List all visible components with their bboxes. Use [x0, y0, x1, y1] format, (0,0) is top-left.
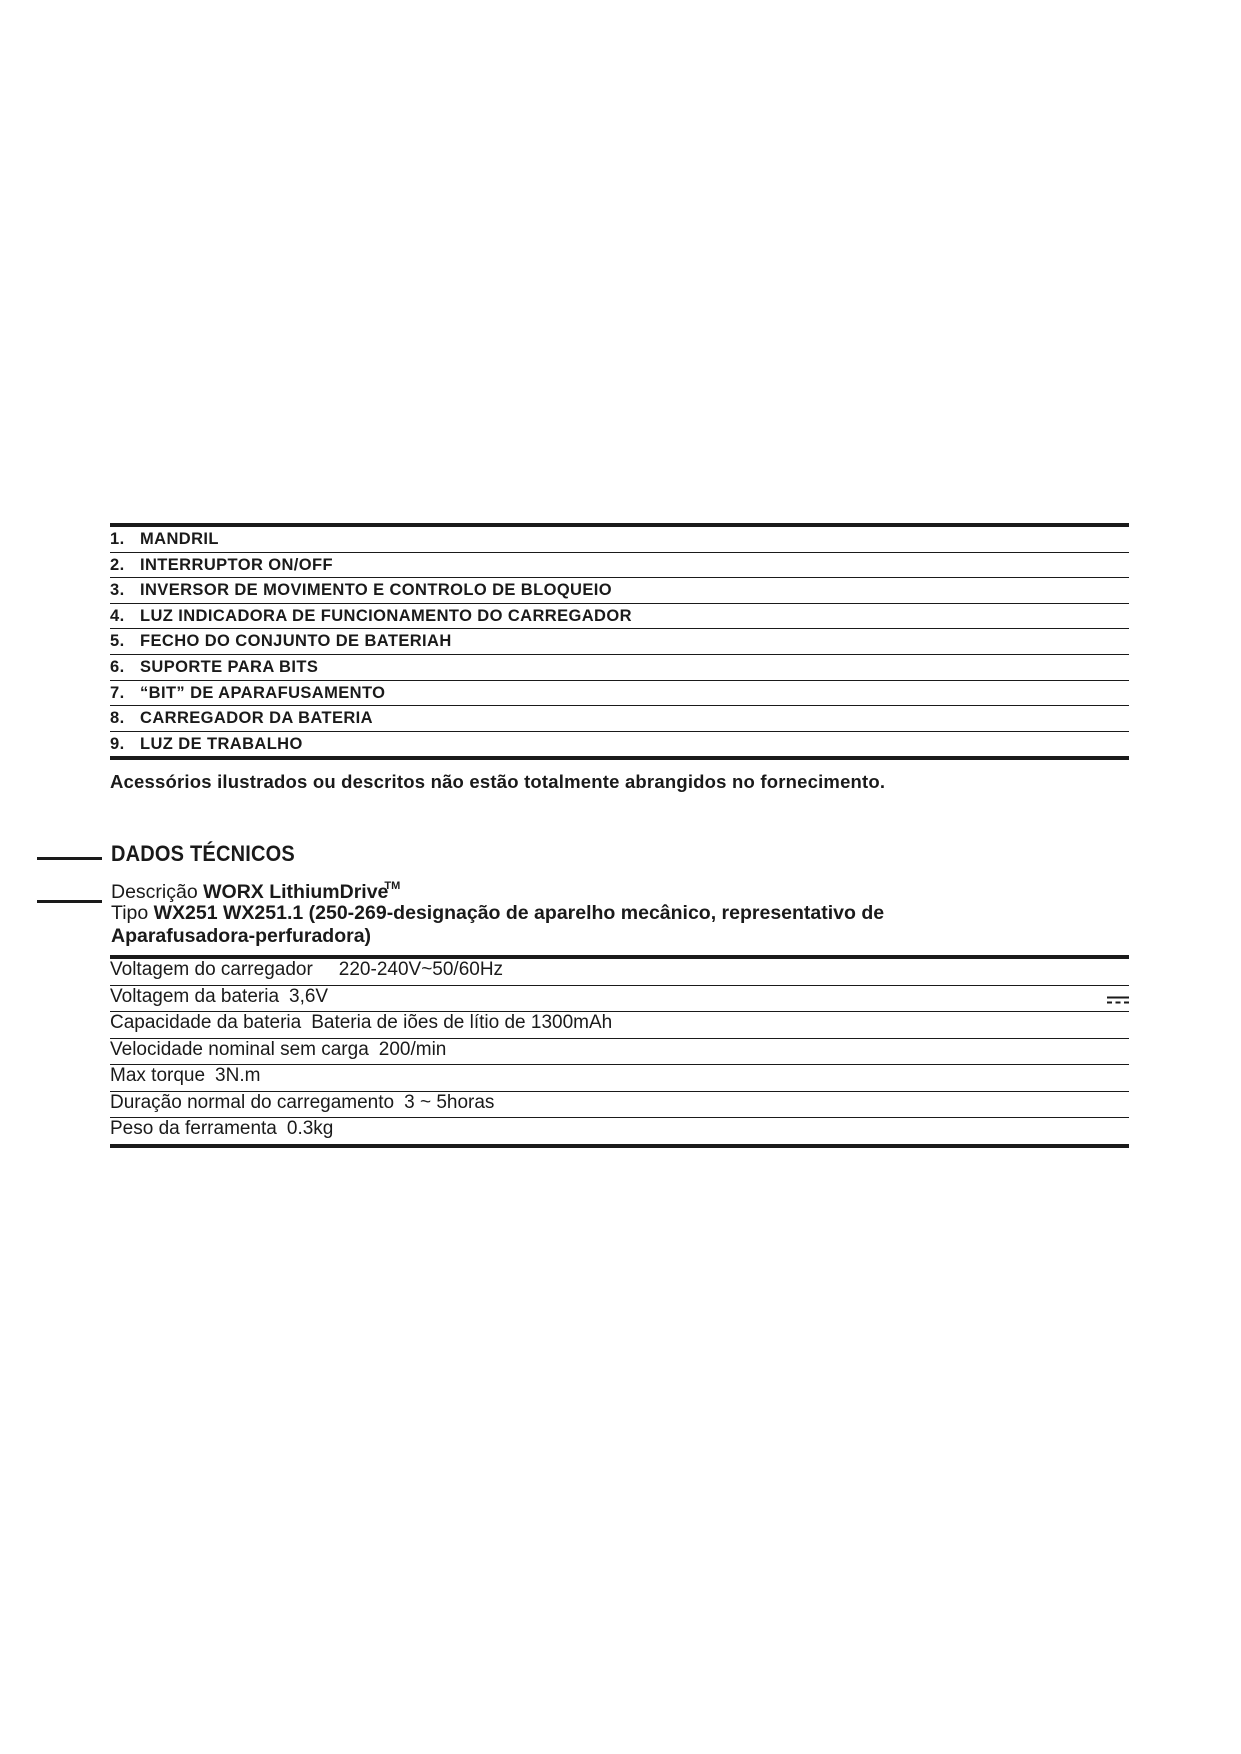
spec-label: Max torque: [110, 1065, 206, 1086]
item-label: FECHO DO CONJUNTO DE BATERIAH: [140, 632, 452, 651]
list-item: [110, 732, 1129, 757]
spec-value: 200/min: [378, 1038, 447, 1060]
spec-value: 0.3kg: [286, 1118, 334, 1139]
description-label: Descrição: [111, 881, 198, 903]
list-item: [110, 578, 1129, 604]
spec-value: Bateria de iões de lítio de 1300mAh: [311, 1012, 613, 1033]
type-value-continued: Aparafusadora-perfuradora): [111, 925, 372, 947]
table-row: [110, 1065, 1129, 1092]
type-line-continued: [111, 925, 371, 948]
trademark: TM: [384, 880, 401, 892]
parts-list: [110, 523, 1129, 760]
list-item: [110, 604, 1129, 630]
item-label: INTERRUPTOR ON/OFF: [140, 555, 333, 574]
table-row: [110, 1039, 1129, 1066]
item-label: SUPORTE PARA BITS: [140, 657, 319, 676]
list-item: [110, 655, 1129, 681]
type-value: WX251 WX251.1 (250-269-designação de aparelho mecânico, representativo de: [153, 902, 885, 924]
list-item: [110, 629, 1129, 655]
spec-label: Velocidade nominal sem carga: [110, 1038, 369, 1060]
item-label: CARREGADOR DA BATERIA: [140, 709, 373, 728]
item-number: 5.: [110, 632, 125, 651]
item-label: LUZ INDICADORA DE FUNCIONAMENTO DO CARREGADOR: [140, 606, 632, 625]
item-number: 1.: [110, 530, 125, 548]
spec-value: 3,6V: [289, 985, 329, 1007]
table-row: [110, 1092, 1129, 1119]
table-row: [110, 1118, 1129, 1144]
table-row: [110, 1012, 1129, 1039]
spec-label: Capacidade da bateria: [110, 1012, 302, 1033]
table-row: [110, 986, 1129, 1013]
item-number: 2.: [110, 555, 125, 574]
item-label: INVERSOR DE MOVIMENTO E CONTROLO DE BLOQUEIO: [140, 581, 612, 600]
section-divider: [37, 857, 102, 860]
list-item: [110, 527, 1129, 553]
dc-symbol-icon: [1107, 996, 1129, 1004]
list-item: [110, 681, 1129, 707]
type-label: Tipo: [111, 902, 149, 924]
item-label: LUZ DE TRABALHO: [140, 734, 303, 753]
accessories-note: Acessórios ilustrados ou descritos não estão totalmente abrangidos no fornecimento.: [110, 771, 886, 792]
list-item: [110, 706, 1129, 732]
list-item: [110, 553, 1129, 579]
item-number: 3.: [110, 581, 125, 600]
description-line: [111, 880, 400, 904]
spec-label: Duração normal do carregamento: [110, 1091, 395, 1113]
item-number: 8.: [110, 709, 125, 728]
section-divider: [37, 900, 102, 903]
type-line: [111, 902, 884, 925]
spec-label: Voltagem do carregador: [110, 959, 313, 980]
spec-value: 3N.m: [215, 1065, 261, 1086]
item-number: 6.: [110, 657, 125, 676]
table-row: [110, 959, 1129, 986]
item-label: MANDRIL: [140, 530, 219, 548]
spec-value: 220-240V~50/60Hz: [338, 959, 504, 980]
spec-label: Voltagem da bateria: [110, 985, 280, 1007]
item-number: 9.: [110, 734, 125, 753]
spec-value: 3 ~ 5horas: [404, 1091, 495, 1113]
description-value: WORX LithiumDrive: [203, 881, 389, 903]
item-number: 7.: [110, 683, 125, 702]
section-heading: DADOS TÉCNICOS: [111, 842, 295, 867]
spec-label: Peso da ferramenta: [110, 1118, 277, 1139]
item-label: “BIT” DE APARAFUSAMENTO: [140, 683, 386, 702]
item-number: 4.: [110, 606, 125, 625]
specs-table: [110, 955, 1129, 1148]
